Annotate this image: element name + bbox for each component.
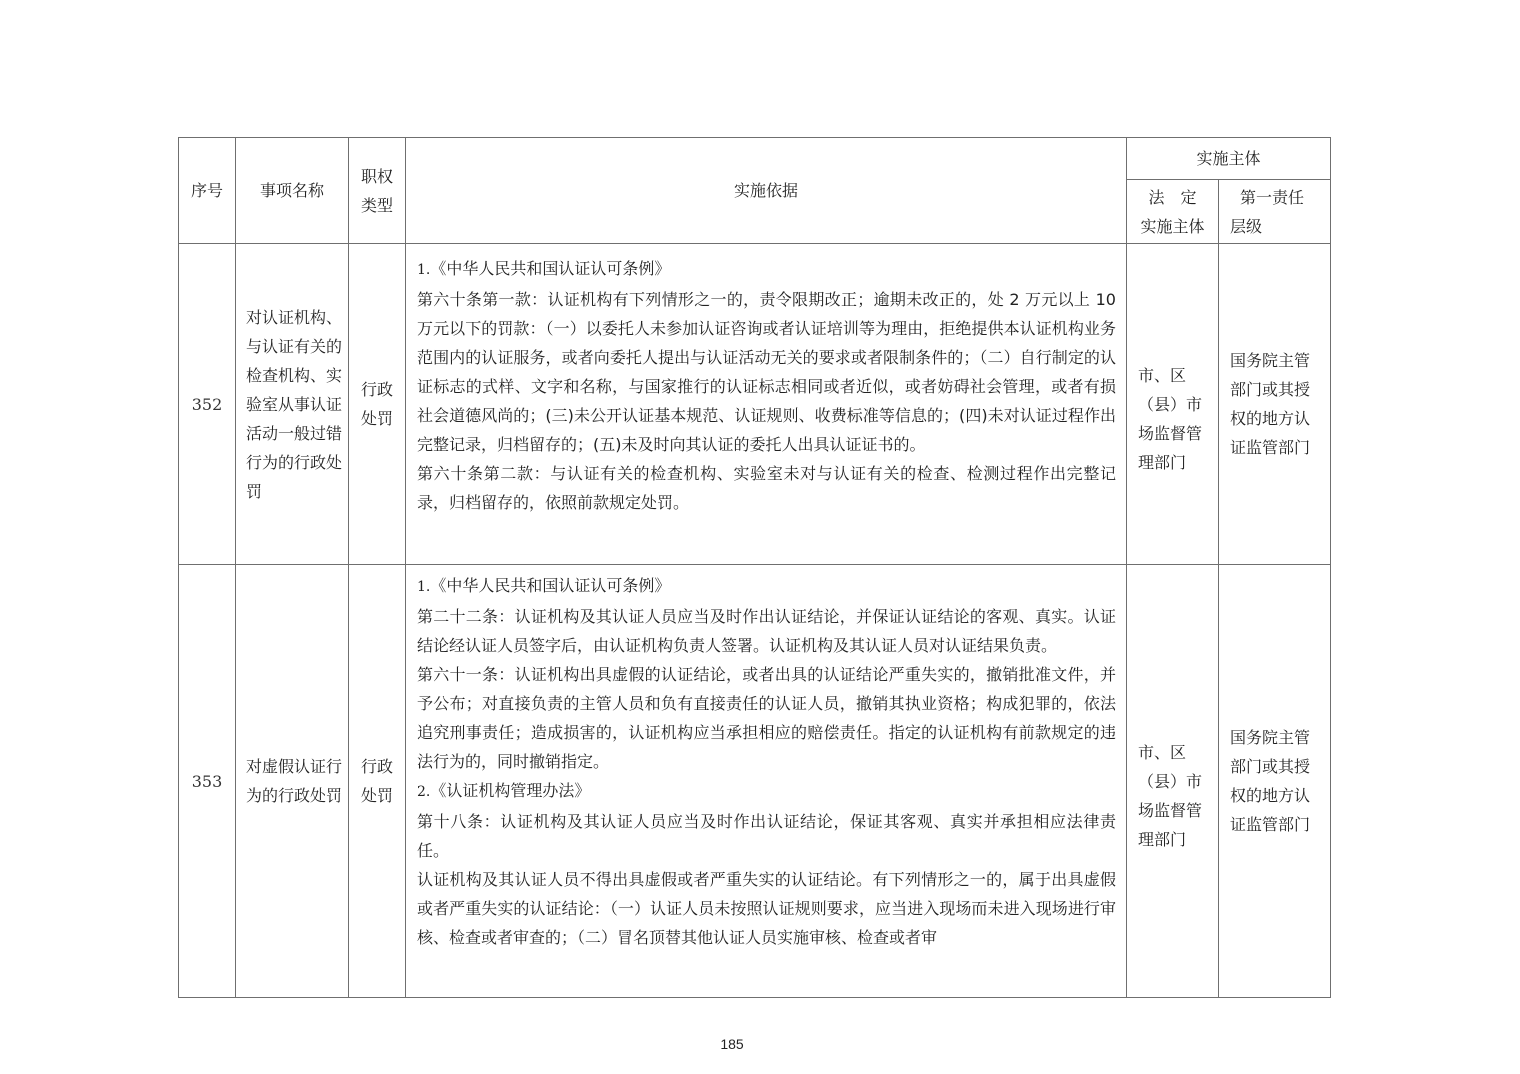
page-number: 185 bbox=[720, 1036, 744, 1052]
header-first-level-line1: 第一责任 bbox=[1240, 187, 1305, 207]
row-item-name: 对认证机构、与认证有关的检查机构、实验室从事认证活动一般过错行为的行政处罚 bbox=[236, 244, 349, 565]
basis-clause: 第六十一条：认证机构出具虚假的认证结论，或者出具的认证结论严重失实的，撤销批准文件，并予公布；对直接负责的主管人员和负有直接责任的认证人员，撤销其执业资格；构成犯罪的，依法追究刑事责任；造成损害的，认证机构应当承担相应的赔偿责任。指定的认证机构有前款规定的违法行为的，同时撤销指定。 bbox=[417, 665, 1116, 771]
row-basis bbox=[406, 565, 1127, 998]
basis-clause: 第二十二条：认证机构及其认证人员应当及时作出认证结论，并保证认证结论的客观、真实。认证结论经认证人员签字后，由认证机构负责人签署。认证机构及其认证人员对认证结果负责。 bbox=[417, 607, 1116, 655]
basis-text: 《中华人民共和国认证认可条例》 bbox=[430, 259, 671, 278]
row-first-level: 国务院主管部门或其授权的地方认证监管部门 bbox=[1219, 244, 1331, 565]
header-legal-subject-line2: 实施主体 bbox=[1140, 216, 1205, 236]
row-authority-type: 行政处罚 bbox=[349, 565, 406, 998]
header-seq: 序号 bbox=[179, 138, 236, 244]
header-item-name: 事项名称 bbox=[236, 138, 349, 244]
header-first-level-line2: 层级 bbox=[1230, 216, 1263, 236]
basis-law-title bbox=[417, 571, 1116, 602]
header-legal-subject-line1: 法 定 bbox=[1148, 187, 1197, 207]
basis-clause: 第六十条第二款：与认证有关的检查机构、实验室未对与认证有关的检查、检测过程作出完整记录，归档留存的，依照前款规定处罚。 bbox=[417, 464, 1116, 512]
header-authority-type bbox=[349, 138, 406, 244]
header-subject: 实施主体 bbox=[1127, 138, 1331, 180]
basis-law-title bbox=[417, 776, 1116, 807]
row-authority-type: 行政处罚 bbox=[349, 244, 406, 565]
basis-item-number: 2. bbox=[417, 784, 431, 800]
table-row bbox=[179, 244, 1331, 565]
basis-clause: 第六十条第一款：认证机构有下列情形之一的，责令限期改正；逾期未改正的，处 2 万元以上 10 万元以下的罚款：（一）以委托人未参加认证咨询或者认证培训等为理由，拒绝提供本认证机构业务范围内的认证服务，或者向委托人提出与认证活动无关的要求或者限制条件的；（二）自行制定的认证标志的式样、文字和名称，与国家推行的认证标志相同或者近似，或者妨碍社会管理，或者有损社会道德风尚的；(三)未公开认证基本规范、认证规则、收费标准等信息的；(四)未对认证过程作出完整记录，归档留存的；(五)未及时向其认证的委托人出具认证证书的。 bbox=[417, 290, 1116, 454]
basis-text: 《中华人民共和国认证认可条例》 bbox=[430, 576, 671, 595]
header-authority-type-line2: 类型 bbox=[360, 195, 393, 215]
basis-item-number: 1. bbox=[417, 579, 431, 595]
table-row bbox=[179, 565, 1331, 998]
row-first-level: 国务院主管部门或其授权的地方认证监管部门 bbox=[1219, 565, 1331, 998]
row-seq: 353 bbox=[179, 565, 236, 998]
basis-clause: 认证机构及其认证人员不得出具虚假或者严重失实的认证结论。有下列情形之一的，属于出具虚假或者严重失实的认证结论：（一）认证人员未按照认证规则要求，应当进入现场而未进入现场进行审核、检查或者审查的；（二）冒名顶替其他认证人员实施审核、检查或者审 bbox=[417, 870, 1116, 947]
header-legal-subject bbox=[1127, 180, 1219, 244]
row-legal-subject: 市、区（县）市场监督管理部门 bbox=[1127, 565, 1219, 998]
row-basis bbox=[406, 244, 1127, 565]
enforcement-table bbox=[178, 137, 1331, 998]
basis-law-title bbox=[417, 254, 1116, 285]
basis-item-number: 1. bbox=[417, 262, 431, 278]
header-basis: 实施依据 bbox=[406, 138, 1127, 244]
header-first-level bbox=[1219, 180, 1331, 244]
row-legal-subject: 市、区（县）市场监督管理部门 bbox=[1127, 244, 1219, 565]
header-authority-type-line1: 职权 bbox=[360, 166, 393, 186]
basis-clause: 第十八条：认证机构及其认证人员应当及时作出认证结论，保证其客观、真实并承担相应法律责任。 bbox=[417, 812, 1116, 860]
row-seq: 352 bbox=[179, 244, 236, 565]
basis-text: 《认证机构管理办法》 bbox=[430, 781, 591, 800]
row-item-name: 对虚假认证行为的行政处罚 bbox=[236, 565, 349, 998]
